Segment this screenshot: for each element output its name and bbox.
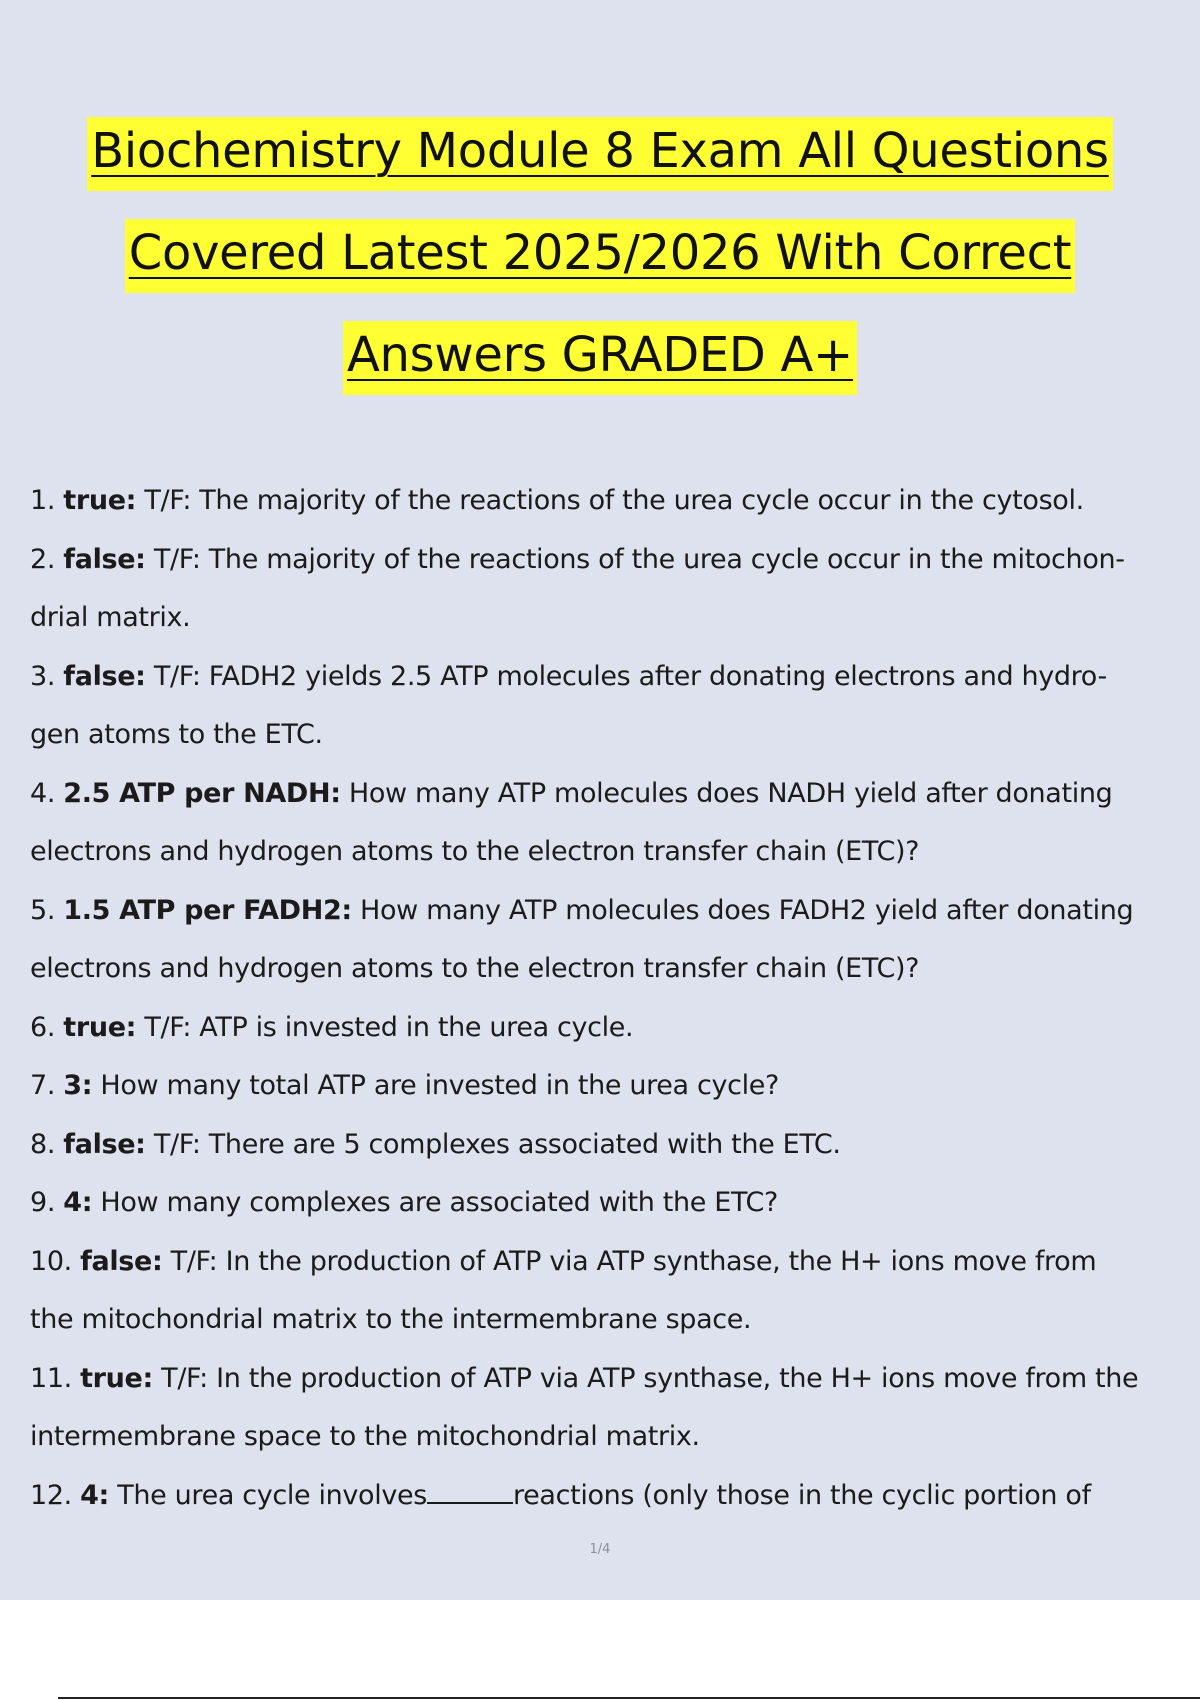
answer: true:: [80, 1362, 153, 1394]
answer: false:: [80, 1245, 163, 1277]
list-item: 5. 1.5 ATP per FADH2: How many ATP molecules does FADH2 yield after donating electrons and hydrogen atoms to the electron transfer chain (ETC)?: [30, 894, 1134, 984]
list-item: 3. false: T/F: FADH2 yields 2.5 ATP molecules after donating electrons and hydro- gen atoms to the ETC.: [30, 660, 1107, 750]
question-text: How many ATP molecules does NADH yield after donating: [340, 777, 1113, 809]
footer-divider: [58, 1697, 1200, 1699]
answer: true:: [63, 485, 137, 516]
question-text: T/F: In the production of ATP via ATP synthase, the H+ ions move from the: [152, 1362, 1139, 1394]
question-text-cont: intermembrane space to the mitochondrial matrix.: [30, 1421, 700, 1452]
question-text: How many complexes are associated with the ETC?: [92, 1187, 778, 1218]
list-item: 11. true: T/F: In the production of ATP via ATP synthase, the H+ ions move from the intermembrane space to the mitochondrial matrix.: [30, 1362, 1139, 1452]
question-text-cont: gen atoms to the ETC.: [30, 719, 323, 750]
page-number: 1/4: [589, 1542, 611, 1557]
question-answer-list: [30, 472, 1200, 1525]
answer: 4:: [63, 1187, 93, 1218]
question-text-cont: the mitochondrial matrix to the intermembrane space.: [30, 1304, 752, 1335]
question-text: How many total ATP are invested in the urea cycle?: [92, 1070, 779, 1101]
list-item: 1. true: T/F: The majority of the reactions of the urea cycle occur in the cytosol.: [30, 485, 1084, 516]
fill-in-blank: [427, 1480, 513, 1504]
answer: 1.5 ATP per FADH2:: [63, 894, 352, 926]
answer: 2.5 ATP per NADH:: [63, 777, 341, 809]
question-text: T/F: The majority of the reactions of the urea cycle occur in the mitochon-: [145, 543, 1125, 575]
question-text: T/F: In the production of ATP via ATP synthase, the H+ ions move from: [162, 1245, 1097, 1277]
list-item: 12. 4: The urea cycle involves reactions (only those in the cyclic portion of: [30, 1479, 1091, 1511]
title-line-3: Answers GRADED A+: [0, 304, 1200, 406]
answer: 3:: [63, 1070, 93, 1101]
question-text: T/F: FADH2 yields 2.5 ATP molecules after donating electrons and hydro-: [145, 660, 1107, 692]
question-text: T/F: The majority of the reactions of the urea cycle occur in the cytosol.: [136, 485, 1084, 516]
question-text-cont: drial matrix.: [30, 602, 191, 633]
answer: false:: [63, 543, 146, 575]
question-text: T/F: There are 5 complexes associated with the ETC.: [145, 1128, 841, 1160]
list-item: 9. 4: How many complexes are associated with the ETC?: [30, 1187, 778, 1218]
list-item: 8. false: T/F: There are 5 complexes associated with the ETC.: [30, 1128, 841, 1160]
list-item: 6. true: T/F: ATP is invested in the urea cycle.: [30, 1011, 634, 1043]
question-text: T/F: ATP is invested in the urea cycle.: [136, 1011, 634, 1043]
question-text: The urea cycle involves: [109, 1479, 427, 1511]
title-line-1: Biochemistry Module 8 Exam All Questions: [0, 100, 1200, 202]
answer: false:: [63, 660, 146, 692]
list-item: 4. 2.5 ATP per NADH: How many ATP molecules does NADH yield after donating electrons and hydrogen atoms to the electron transfer chain (ETC)?: [30, 777, 1113, 867]
list-item: 2. false: T/F: The majority of the reactions of the urea cycle occur in the mitochon- drial matrix.: [30, 543, 1125, 633]
answer: true:: [63, 1011, 137, 1043]
question-text-cont: electrons and hydrogen atoms to the electron transfer chain (ETC)?: [30, 953, 920, 984]
list-item: 7. 3: How many total ATP are invested in the urea cycle?: [30, 1070, 779, 1101]
question-text-after-blank: reactions (only those in the cyclic portion of: [513, 1479, 1091, 1511]
question-text: How many ATP molecules does FADH2 yield after donating: [351, 894, 1134, 926]
title-line-2: Covered Latest 2025/2026 With Correct: [0, 202, 1200, 304]
answer: 4:: [80, 1479, 110, 1511]
question-text-cont: electrons and hydrogen atoms to the electron transfer chain (ETC)?: [30, 836, 920, 867]
document-title: [0, 100, 1200, 406]
list-item: 10. false: T/F: In the production of ATP via ATP synthase, the H+ ions move from the mitochondrial matrix to the intermembrane space.: [30, 1245, 1097, 1335]
answer: false:: [63, 1128, 146, 1160]
